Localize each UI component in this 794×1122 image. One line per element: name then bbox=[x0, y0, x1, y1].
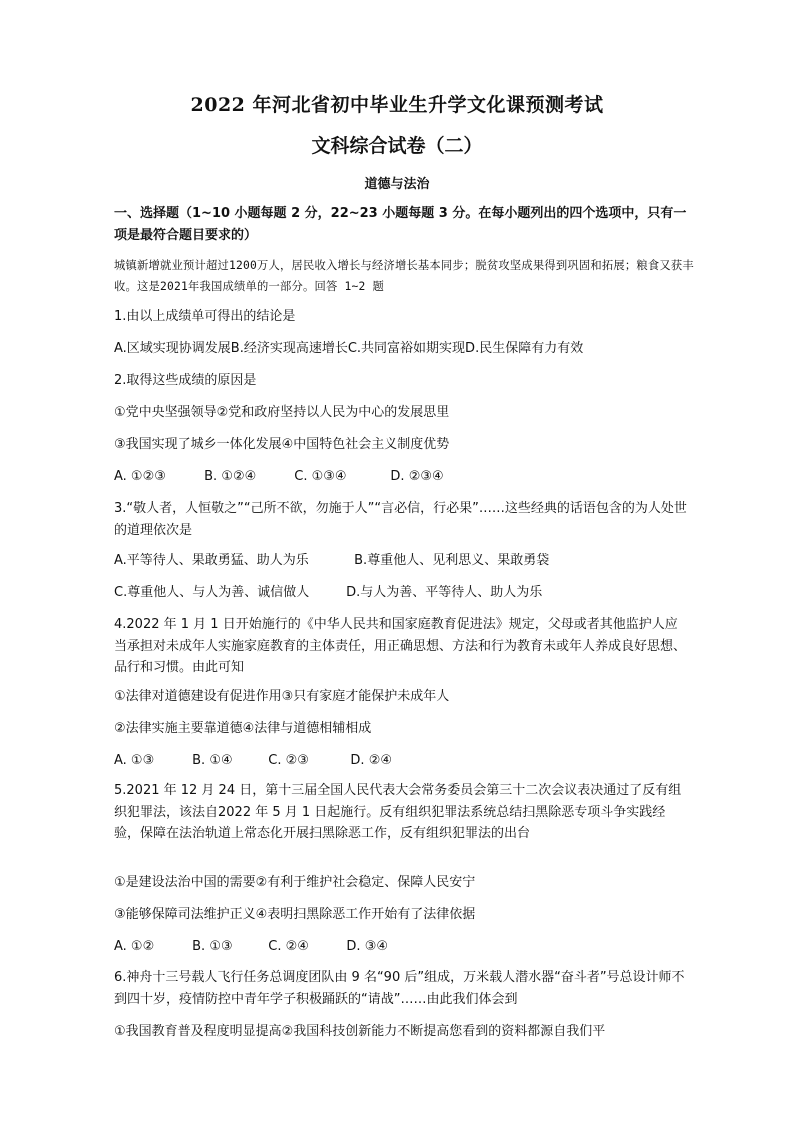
q4-option-b: B. ①④ bbox=[192, 753, 233, 768]
q1-stem: 1.由以上成绩单可得出的结论是 bbox=[114, 309, 296, 324]
q4-options bbox=[114, 750, 704, 772]
reading-material: 城镇新增就业预计超过1200万人，居民收入增长与经济增长基本同步；脱贫攻坚成果得到巩固和拓展；粮食又获丰收。这是2021年我国成绩单的一部分。回答 1~2 题 bbox=[114, 259, 694, 293]
q5-options bbox=[114, 936, 704, 958]
q3-options-row1 bbox=[114, 550, 704, 572]
q2-stem: 2.取得这些成绩的原因是 bbox=[114, 373, 257, 388]
q5-stem: 5.2021 年 12 月 24 日，第十三届全国人民代表大会常务委员会第三十二次会议表决通过了反有组织犯罪法，该法自2022 年 5 月 1 日起施行。反有组织犯罪法系统总结扫黑除恶专项斗争实践经验，保障在法治轨道上常态化开展扫黑除恶工作，反有组织犯罪法的出台 bbox=[114, 783, 682, 841]
q2-item2: ③我国实现了城乡一体化发展④中国特色社会主义制度优势 bbox=[114, 437, 450, 452]
q4-option-a: A. ①③ bbox=[114, 753, 155, 768]
subject-heading: 道德与法治 bbox=[364, 177, 430, 192]
q2-option-c: C. ①③④ bbox=[294, 469, 347, 484]
q4-stem: 4.2022 年 1 月 1 日开始施行的《中华人民共和国家庭教育促进法》规定，父母或者其他监护人应当承担对未成年人实施家庭教育的主体责任，用正确思想、方法和行为教育未或年人养成良好思想、品行和习惯。由此可知 bbox=[114, 617, 687, 675]
q6-item1: ①我国教育普及程度明显提高②我国科技创新能力不断提高您看到的资料都源自我们平 bbox=[114, 1024, 606, 1039]
q2-item1: ①党中央坚强领导②党和政府坚持以人民为中心的发展思里 bbox=[114, 405, 450, 420]
q3-option-d: D.与人为善、平等待人、助人为乐 bbox=[346, 585, 543, 600]
q3-option-c: C.尊重他人、与人为善、诚信做人 bbox=[114, 585, 310, 600]
q4-option-d: D. ②④ bbox=[350, 753, 393, 768]
exam-subtitle: 文科综合试卷（二） bbox=[311, 135, 483, 157]
q3-option-a: A.平等待人、果敢勇猛、助人为乐 bbox=[114, 553, 309, 568]
q5-option-a: A. ①② bbox=[114, 939, 155, 954]
q6-stem: 6.神舟十三号载人飞行任务总调度团队由 9 名“90 后”组成，万米载人潜水器“奋斗者”号总设计师不到四十岁，疫情防控中青年学子积极踊跃的“请战”……由此我们体会到 bbox=[114, 970, 685, 1007]
q5-item2: ③能够保障司法维护正义④表明扫黑除恶工作开始有了法律依据 bbox=[114, 907, 476, 922]
q1-options: A.区域实现协调发展B.经济实现高速增长C.共同富裕如期实现D.民生保障有力有效 bbox=[114, 341, 584, 356]
q2-option-d: D. ②③④ bbox=[390, 469, 444, 484]
q5-option-d: D. ③④ bbox=[346, 939, 389, 954]
q5-option-b: B. ①③ bbox=[192, 939, 233, 954]
q4-item2: ②法律实施主要靠道德④法律与道德相辅相成 bbox=[114, 721, 372, 736]
q2-option-b: B. ①②④ bbox=[204, 469, 257, 484]
q5-item1: ①是建设法治中国的需要②有利于维护社会稳定、保障人民安宁 bbox=[114, 875, 476, 890]
q4-option-c: C. ②③ bbox=[268, 753, 309, 768]
exam-title: 2022 年河北省初中毕业生升学文化课预测考试 bbox=[190, 94, 604, 116]
q3-options-row2 bbox=[114, 582, 704, 604]
q3-option-b: B.尊重他人、见利思义、果敢勇袋 bbox=[354, 553, 550, 568]
section-heading: 一、选择题（1~10 小题每题 2 分，22~23 小题每题 3 分。在每小题列出的四个选项中，只有一项是最符合题目要求的） bbox=[114, 206, 687, 243]
q4-item1: ①法律对道德建设有促进作用③只有家庭才能保护未成年人 bbox=[114, 689, 450, 704]
q3-stem: 3.“敬人者，人恒敬之”“己所不欲，勿施于人”“言必信，行必果”……这些经典的话语包含的为人处世的道理依次是 bbox=[114, 501, 687, 538]
q5-option-c: C. ②④ bbox=[268, 939, 309, 954]
q2-option-a: A. ①②③ bbox=[114, 469, 166, 484]
q2-options bbox=[114, 466, 704, 488]
